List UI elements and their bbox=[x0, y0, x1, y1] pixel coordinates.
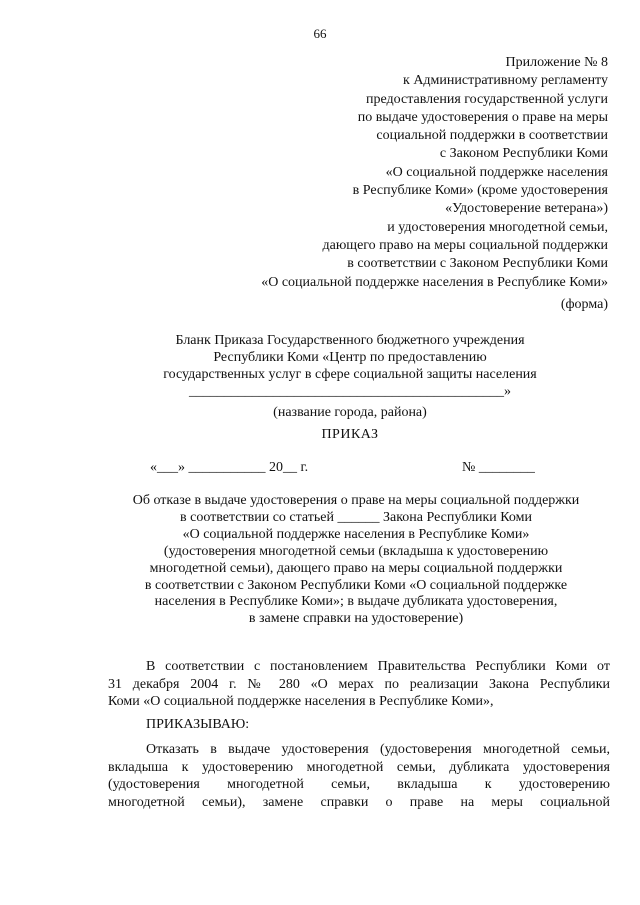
city-caption: (название города, района) bbox=[273, 405, 427, 420]
subject-line: в соответствии со статьей ______ Закона Республики Коми bbox=[180, 509, 532, 525]
appendix-line: в соответствии с Законом Республики Коми bbox=[347, 256, 608, 272]
appendix-line: социальной поддержки в соответствии bbox=[376, 128, 608, 144]
appendix-line: к Административному регламенту bbox=[403, 73, 608, 89]
preamble-paragraph bbox=[108, 658, 610, 711]
date-field: «___» ___________ 20__ г. bbox=[150, 460, 309, 475]
paragraph-line: вкладыша к удостоверению многодетной семьи, дубликата удостоверения bbox=[108, 759, 610, 775]
appendix-line: Приложение № 8 bbox=[505, 55, 608, 70]
appendix-header bbox=[261, 54, 608, 292]
subject-line: в замене справки на удостоверение) bbox=[248, 611, 464, 627]
subject-line: Об отказе в выдаче удостоверения о праве на меры социальной поддержки bbox=[132, 493, 580, 508]
appendix-line: дающего право на меры социальной поддержки bbox=[322, 237, 608, 253]
subject-line: многодетной семьи), дающего право на меры социальной поддержки bbox=[149, 560, 563, 576]
paragraph-line: В соответствии с постановлением Правительства Республики Коми от bbox=[146, 659, 610, 674]
letterhead-line: Республики Коми «Центр по предоставлению bbox=[213, 350, 487, 365]
paragraph-line: (удостоверения многодетной семьи, вкладыша к удостоверению bbox=[108, 777, 610, 793]
letterhead-line: Бланк Приказа Государственного бюджетного учреждения bbox=[175, 333, 525, 348]
appendix-line: «Удостоверение ветерана») bbox=[445, 201, 608, 217]
appendix-line: «О социальной поддержке населения bbox=[385, 164, 608, 180]
subject-line: «О социальной поддержке населения в Республике Коми» bbox=[182, 526, 530, 542]
order-verb: ПРИКАЗЫВАЮ: bbox=[146, 717, 250, 732]
page-number: 66 bbox=[313, 26, 327, 41]
form-label: (форма) bbox=[560, 297, 608, 312]
appendix-line: и удостоверения многодетной семьи, bbox=[387, 219, 608, 235]
appendix-line: по выдаче удостоверения о праве на меры bbox=[357, 109, 608, 125]
decision-paragraph bbox=[108, 741, 610, 811]
subject-line: населения в Республике Коми»; в выдаче дубликата удостоверения, bbox=[154, 594, 558, 610]
order-subject bbox=[0, 493, 640, 628]
letterhead-block bbox=[0, 332, 640, 400]
appendix-line: в Республике Коми» (кроме удостоверения bbox=[352, 183, 608, 199]
subject-line: (удостоверения многодетной семьи (вкладыша к удостоверению bbox=[163, 543, 549, 559]
paragraph-line: 31 декабря 2004 г. № 280 «О мерах по реализации Закона Республики bbox=[108, 676, 610, 692]
paragraph-line: многодетной семьи), замене справки о праве на меры социальной bbox=[108, 794, 610, 810]
appendix-line: «О социальной поддержке населения в Республике Коми» bbox=[261, 274, 608, 290]
appendix-line: с Законом Республики Коми bbox=[439, 146, 608, 162]
letterhead-line: государственных услуг в сфере социальной защиты населения bbox=[163, 367, 537, 382]
paragraph-line: Отказать в выдаче удостоверения (удостоверения многодетной семьи, bbox=[146, 742, 610, 757]
paragraph-line: Коми «О социальной поддержке населения в Республике Коми», bbox=[108, 694, 494, 710]
order-title: ПРИКАЗ bbox=[321, 427, 379, 442]
appendix-line: предоставления государственной услуги bbox=[366, 91, 608, 107]
letterhead-line: _____________________________________________» bbox=[189, 384, 511, 399]
number-field: № ________ bbox=[462, 460, 535, 475]
subject-line: в соответствии с Законом Республики Коми «О социальной поддержке bbox=[144, 577, 568, 593]
